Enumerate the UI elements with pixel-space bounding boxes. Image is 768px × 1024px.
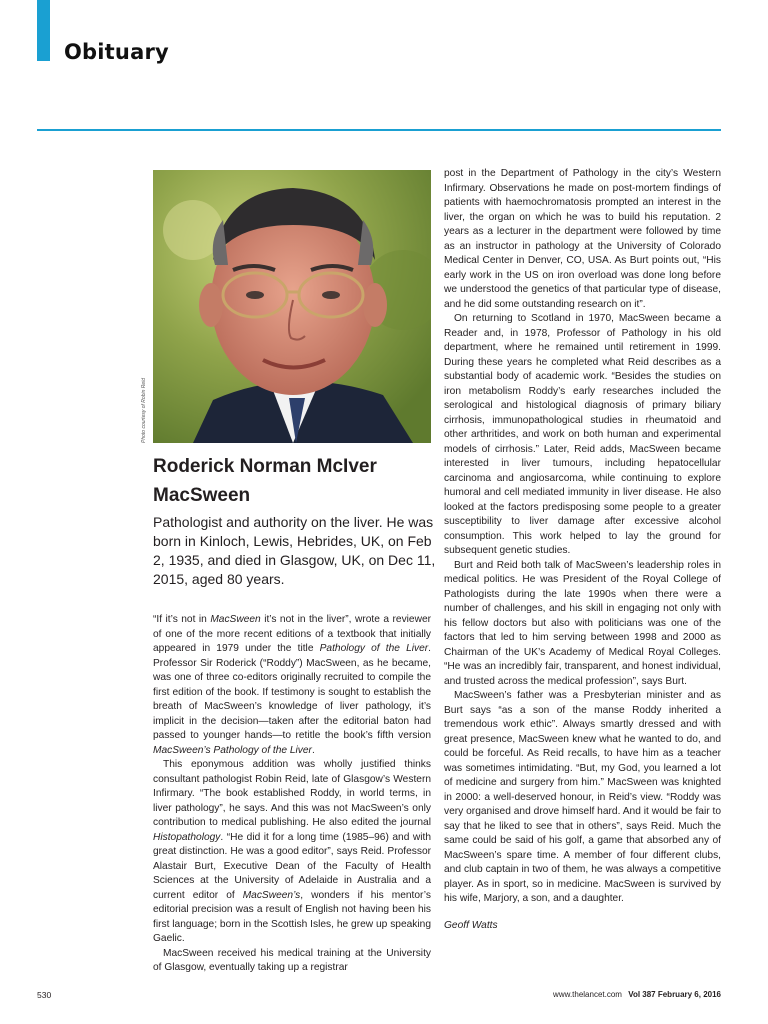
journal-url-link[interactable]: www.thelancet.com [553,990,622,999]
paragraph: post in the Department of Pathology in the city’s Western Infirmary. Observations he made on post-mortem findings of patients with haemochromatosis prompted an interest in the liver, the organ on which he was to build his reputation. 2 years as a lecturer in the department were followed by time as an instructor in pathology at the University of Colorado Medical Center in Denver, CO, USA. As Burt points out, “His early work in the US on iron overload was done long before we understood the genetics of that particular type of disease, and he did some outstanding research on it”. [444,168,721,310]
portrait-illustration [153,170,431,443]
section-accent-bar [37,0,50,61]
photo-credit: Photo courtesy of Robin Reid [141,377,147,443]
left-column [153,613,431,976]
paragraph: On returning to Scotland in 1970, MacSween became a Reader and, in 1978, Professor of Pathology in his old department, where he remained until retirement in 1999. During these years he completed what Reid describes as a substantial body of academic work. “Besides the studies on iron metabolism Roddy’s early researches included the serological and histological diagnosis of primary biliary cirrhosis, immunopathological studies in rheumatoid and other arthritides, and work on both human and experimental models of cirrhosis.” Later, Reid adds, MacSween became interested in liver tumours, including hepatocellular carcinoma and angiosarcoma, while continuing to explore humoral and cell mediated immunity in liver disease. He also looked at the factors predisposing some people to a greater susceptibility to liver damage after excessive alcohol consumption. This work helped to lay the ground for subsequent genetic studies. [444,313,721,556]
portrait-photo [153,170,431,443]
paragraph: MacSween’s father was a Presbyterian minister and as Burt says “as a son of the manse Roddy inherited a tremendous work ethic”. Always smartly dressed and with great presence, MacSween knew what he wanted to do, and could be forceful. As Reid recalls, to have him as a teacher was sometimes intimidating. “But, my God, you learned a lot of medicine and surgery from him.” MacSween was knighted in 2000: a well-deserved honour, in Reid’s view. “Roddy was very organised and drove himself hard. And it would be fair to say that he liked to see that in others”, says Reid. Much the same could be said of his golf, a game that absorbed any of MacSween’s spare time. A member of four different clubs, and club captain in two of them, he was always a competitive player. As in sport, so in medicine. MacSween is survived by his wife, Marjory, a son, and a daughter. [444,690,721,904]
paragraph: MacSween received his medical training at the University of Glasgow, eventually taking up a registrar [153,947,431,973]
obituary-subtitle: Pathologist and authority on the liver. He was born in Kinloch, Lewis, Hebrides, UK, on Feb 2, 1935, and died in Glasgow, UK, on Dec 11, 2015, aged 80 years. [153,514,436,587]
paragraph: “If it’s not in MacSween it’s not in the liver”, wrote a reviewer of one of the more recent editions of a textbook that initially appeared in 1979 under the title Pathology of the Liver. Professor Sir Roderick (“Roddy”) MacSween, as he became, was one of three co-editors originally recruited to compile the first edition of the book. If testimony is sought to establish the breath of MacSween’s knowledge of liver pathology, it’s implicit in the decision—taken after the editorial baton had passed to younger hands—to retitle the book’s fifth version MacSween’s Pathology of the Liver. [153,614,432,756]
volume-issue: Vol 387 February 6, 2016 [628,990,721,999]
paragraph: Burt and Reid both talk of MacSween’s leadership roles in medical politics. He was President of the Royal College of Pathologists during the late 1990s when there were a number of challenges, and his skill in engaging not only with his fellow doctors but also with politicians was one of the factors that led to him serving between 1998 and 2000 as Chairman of the UK’s Academy of Medical Royal Colleges. “He was an incredibly fair, transparent, and honest individual, and trusted across the medical profession”, says Burt. [444,559,721,687]
page-number: 530 [37,990,52,1000]
section-title: Obituary [64,40,169,64]
header-rule [37,129,721,131]
author-byline: Geoff Watts [444,919,498,931]
journal-footer [553,990,721,999]
paragraph: This eponymous addition was wholly justified thinks consultant pathologist Robin Reid, late of Glasgow’s Western Infirmary. “The book established Roddy, in world terms, in liver pathology”, he says. And this was not MacSween’s only contribution to medical publishing. He also edited the journal Histopathology. “He did it for a long time (1985–96) and with great distinction. He was a good editor”, says Reid. Professor Alastair Burt, Executive Dean of the Faculty of Health Sciences at the University of Adelaide in Australia and a current editor of MacSween’s, wonders if his mentor’s editorial precision was a result of English not having been his first language; born in the Scottish Isles, he grew up speaking Gaelic. [153,759,431,944]
right-column [444,167,721,933]
obituary-name: Roderick Norman McIver MacSween [153,456,377,506]
